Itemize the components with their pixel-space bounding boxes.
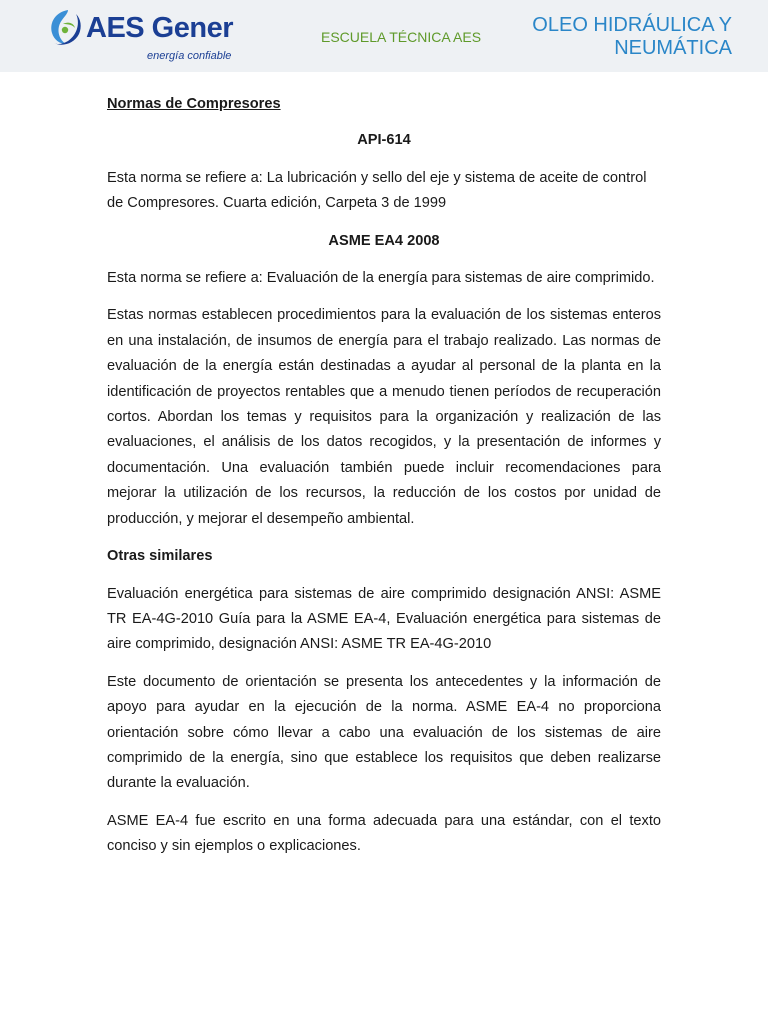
- logo-swirl-icon: [46, 6, 84, 52]
- logo-name: AES Gener: [86, 12, 233, 44]
- school-name: ESCUELA TÉCNICA AES: [321, 29, 482, 45]
- page-header: [0, 0, 768, 72]
- other-standards-title: Otras similares: [107, 548, 213, 565]
- course-title: [532, 14, 732, 60]
- standard-api-614-title: API-614: [357, 132, 411, 149]
- logo-tagline: energía confiable: [147, 50, 232, 62]
- course-title-line-2: NEUMÁTICA: [614, 37, 732, 59]
- section-title: Normas de Compresores: [107, 96, 281, 112]
- document-body: [107, 92, 661, 872]
- standards-paragraph: Estas normas establecen procedimientos para la evaluación de los sistemas enteros en una instalación, de insumos de energía para el trabajo realizado. Las normas de evaluación de la energía están destinadas a ayudar al personal de la planta en la identificación de proyectos rentables que a menudo tienen períodos de recuperación cortos. Abordan los temas y requisitos para la organización y realización de las evaluaciones, el análisis de los datos recogidos, y la presentación de informes y documentación. Una evaluación también puede incluir recomendaciones para mejorar la utilización de los recursos, la reducción de los costos por unidad de producción, y mejorar el desempeño ambiental.: [107, 307, 661, 527]
- other-standards-paragraph-1: Evaluación energética para sistemas de aire comprimido designación ANSI: ASME TR EA-4G-2010 Guía para la ASME EA-4, Evaluación energética para sistemas de aire comprimido, designación ANSI: ASME TR EA-4G-2010: [107, 585, 661, 653]
- aes-gener-logo: [46, 6, 246, 66]
- course-title-line-1: OLEO HIDRÁULICA Y: [532, 14, 732, 36]
- other-standards-paragraph-2: Este documento de orientación se presenta los antecedentes y la información de apoyo para ayudar en la ejecución de la norma. ASME EA-4 no proporciona orientación sobre cómo llevar a cabo una evaluación de los sistemas de aire comprimido de la energía, sino que establece los requisitos que deben realizarse durante la evaluación.: [107, 673, 661, 792]
- standard-api-614-description: Esta norma se refiere a: La lubricación y sello del eje y sistema de aceite de control de Compresores. Cuarta edición, Carpeta 3 de 1999: [107, 169, 647, 212]
- standard-asme-ea4-title: ASME EA4 2008: [328, 232, 440, 249]
- standard-asme-ea4-description: Esta norma se refiere a: Evaluación de la energía para sistemas de aire comprimido.: [107, 270, 655, 287]
- other-standards-paragraph-3: ASME EA-4 fue escrito en una forma adecuada para una estándar, con el texto conciso y sin ejemplos o explicaciones.: [107, 812, 661, 855]
